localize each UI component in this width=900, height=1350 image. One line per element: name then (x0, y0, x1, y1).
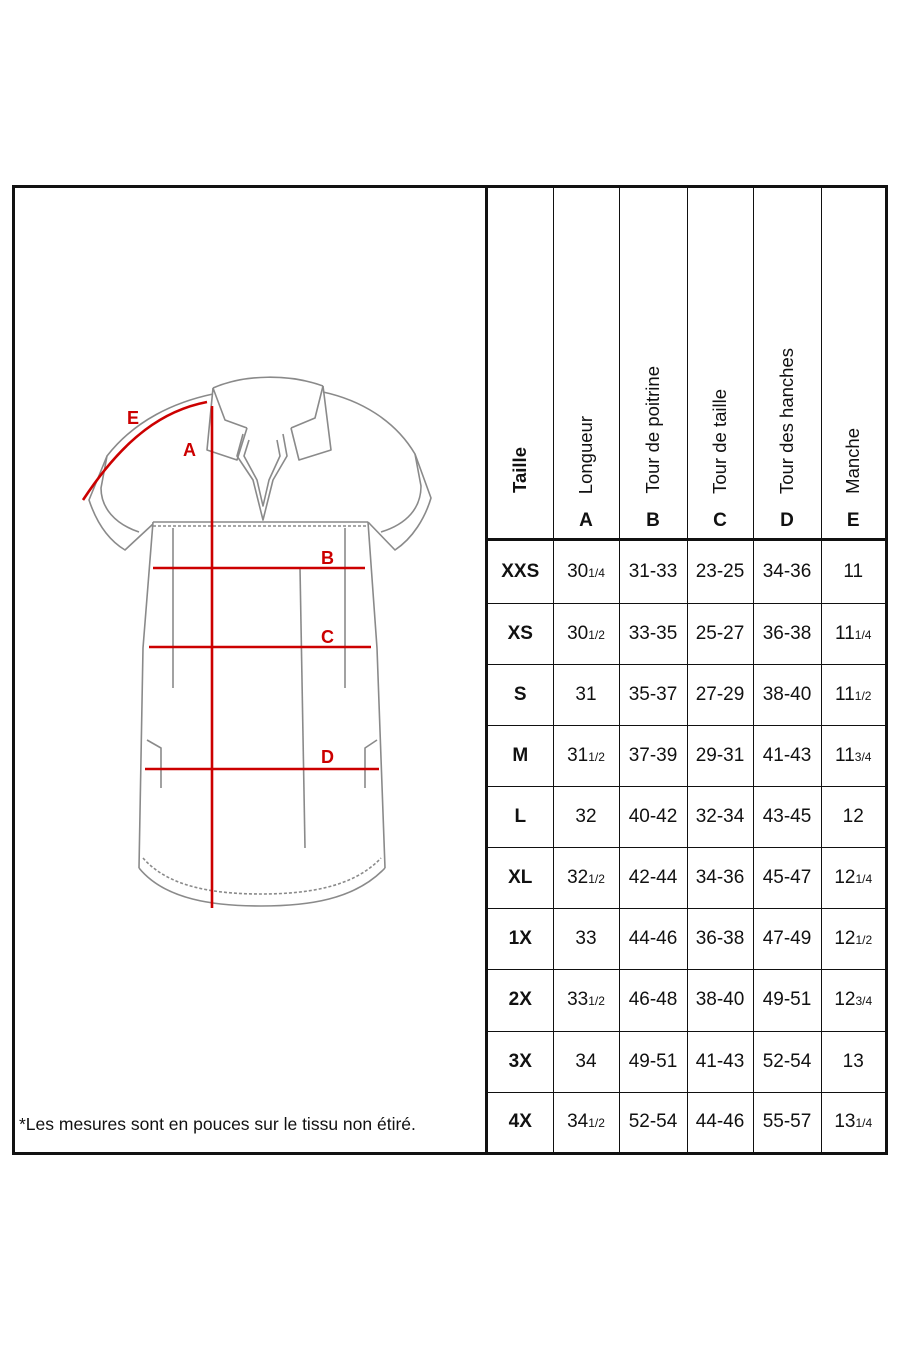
size-table-area (488, 188, 885, 1152)
cell-longueur-fraction: 1/2 (588, 627, 605, 642)
cell-manche-whole: 11 (835, 745, 855, 767)
cell-manche-fraction: 1/2 (854, 688, 872, 703)
cell-tour-de-poitrine: 49-51 (619, 1031, 687, 1092)
cell-manche (821, 1092, 885, 1152)
label-E: E (127, 408, 140, 428)
cell-tour-de-taille: 34-36 (687, 848, 753, 909)
cell-size: XXS (488, 540, 553, 604)
table-row (488, 1092, 885, 1152)
cell-tour-des-hanches: 45-47 (753, 848, 821, 909)
cell-tour-des-hanches: 55-57 (753, 1092, 821, 1152)
cell-manche (821, 664, 885, 725)
cell-tour-de-poitrine: 37-39 (619, 725, 687, 786)
cell-tour-de-taille: 27-29 (687, 664, 753, 725)
cell-longueur-whole: 34 (575, 1050, 597, 1072)
cell-manche (821, 725, 885, 786)
table-row (488, 725, 885, 786)
header-tour-de-taille: Tour de taille C (687, 188, 753, 540)
cell-longueur (553, 848, 619, 909)
cell-manche-whole: 11 (843, 560, 864, 582)
label-B: B (321, 548, 334, 568)
table-header-row (488, 188, 885, 540)
cell-manche-whole: 12 (834, 989, 856, 1011)
cell-tour-de-taille: 23-25 (687, 540, 753, 604)
cell-tour-des-hanches: 49-51 (753, 970, 821, 1031)
header-taille: Taille (488, 188, 553, 540)
cell-tour-de-poitrine: 52-54 (619, 1092, 687, 1152)
cell-longueur-whole: 32 (575, 806, 597, 828)
cell-longueur-whole: 31 (575, 683, 597, 705)
table-row (488, 1031, 885, 1092)
cell-manche-whole: 11 (835, 622, 855, 644)
diagram-panel (15, 188, 488, 1152)
cell-longueur-whole: 32 (567, 867, 589, 889)
cell-manche (821, 787, 885, 848)
cell-manche (821, 603, 885, 664)
cell-tour-des-hanches: 36-38 (753, 603, 821, 664)
cell-manche-fraction: 3/4 (855, 994, 873, 1009)
size-table (488, 188, 885, 1152)
label-D: D (321, 747, 334, 767)
cell-size: 3X (488, 1031, 553, 1092)
cell-manche-fraction: 1/4 (855, 1116, 873, 1131)
cell-tour-de-taille: 38-40 (687, 970, 753, 1031)
label-C: C (321, 627, 334, 647)
cell-tour-des-hanches: 43-45 (753, 787, 821, 848)
cell-longueur-fraction: 1/2 (588, 872, 605, 887)
cell-longueur (553, 725, 619, 786)
cell-tour-de-poitrine: 42-44 (619, 848, 687, 909)
cell-size: 4X (488, 1092, 553, 1152)
cell-tour-de-poitrine: 40-42 (619, 787, 687, 848)
size-chart-frame (12, 185, 888, 1155)
cell-manche-whole: 12 (834, 867, 856, 889)
header-tour-des-hanches: Tour des hanches D (753, 188, 821, 540)
cell-tour-des-hanches: 41-43 (753, 725, 821, 786)
measure-lines (83, 402, 379, 908)
table-row (488, 970, 885, 1031)
cell-tour-de-poitrine: 44-46 (619, 909, 687, 970)
cell-tour-de-taille: 36-38 (687, 909, 753, 970)
cell-manche-whole: 12 (834, 928, 856, 950)
garment-outline (89, 377, 431, 906)
cell-tour-de-poitrine: 33-35 (619, 603, 687, 664)
cell-tour-de-taille: 44-46 (687, 1092, 753, 1152)
cell-size: S (488, 664, 553, 725)
table-row (488, 603, 885, 664)
cell-size: XL (488, 848, 553, 909)
cell-longueur (553, 540, 619, 604)
cell-longueur (553, 664, 619, 725)
cell-longueur-whole: 33 (575, 928, 597, 950)
table-row (488, 787, 885, 848)
cell-manche (821, 909, 885, 970)
cell-longueur-whole: 34 (567, 1111, 589, 1133)
cell-size: 1X (488, 909, 553, 970)
cell-longueur-whole: 30 (567, 622, 589, 644)
table-row (488, 909, 885, 970)
cell-manche-fraction: 3/4 (854, 750, 872, 765)
header-longueur: Longueur A (553, 188, 619, 540)
cell-tour-de-poitrine: 35-37 (619, 664, 687, 725)
cell-longueur (553, 1031, 619, 1092)
cell-tour-de-poitrine: 31-33 (619, 540, 687, 604)
cell-longueur-whole: 33 (567, 989, 589, 1011)
footnote: *Les mesures sont en pouces sur le tissu non étiré. (19, 1114, 416, 1134)
cell-manche-whole: 13 (834, 1111, 856, 1133)
cell-tour-de-taille: 32-34 (687, 787, 753, 848)
table-row (488, 540, 885, 604)
cell-longueur (553, 970, 619, 1031)
table-row (488, 848, 885, 909)
cell-manche-whole: 11 (835, 683, 855, 705)
cell-size: XS (488, 603, 553, 664)
cell-manche (821, 970, 885, 1031)
cell-tour-des-hanches: 38-40 (753, 664, 821, 725)
header-tour-de-poitrine: Tour de poitrine B (619, 188, 687, 540)
cell-tour-des-hanches: 52-54 (753, 1031, 821, 1092)
cell-longueur-whole: 30 (567, 560, 589, 582)
cell-size: 2X (488, 970, 553, 1031)
cell-size: M (488, 725, 553, 786)
cell-longueur-fraction: 1/2 (588, 1116, 605, 1131)
cell-longueur-fraction: 1/2 (588, 750, 605, 765)
cell-manche-fraction: 1/2 (855, 933, 873, 948)
cell-manche (821, 848, 885, 909)
cell-manche (821, 1031, 885, 1092)
label-A: A (183, 440, 196, 460)
garment-diagram (15, 188, 485, 1148)
cell-tour-des-hanches: 34-36 (753, 540, 821, 604)
cell-longueur-whole: 31 (567, 745, 589, 767)
cell-longueur (553, 1092, 619, 1152)
cell-tour-de-taille: 41-43 (687, 1031, 753, 1092)
cell-longueur-fraction: 1/2 (588, 994, 605, 1009)
cell-manche-whole: 13 (842, 1050, 864, 1072)
cell-manche-fraction: 1/4 (855, 872, 873, 887)
cell-tour-de-poitrine: 46-48 (619, 970, 687, 1031)
table-row (488, 664, 885, 725)
cell-manche-whole: 12 (842, 806, 864, 828)
cell-tour-de-taille: 29-31 (687, 725, 753, 786)
header-manche: Manche E (821, 188, 885, 540)
cell-manche (821, 540, 885, 604)
cell-longueur (553, 909, 619, 970)
cell-longueur (553, 787, 619, 848)
cell-tour-de-taille: 25-27 (687, 603, 753, 664)
cell-size: L (488, 787, 553, 848)
cell-manche-fraction: 1/4 (854, 627, 872, 642)
cell-tour-des-hanches: 47-49 (753, 909, 821, 970)
cell-longueur-fraction: 1/4 (588, 565, 605, 580)
cell-longueur (553, 603, 619, 664)
